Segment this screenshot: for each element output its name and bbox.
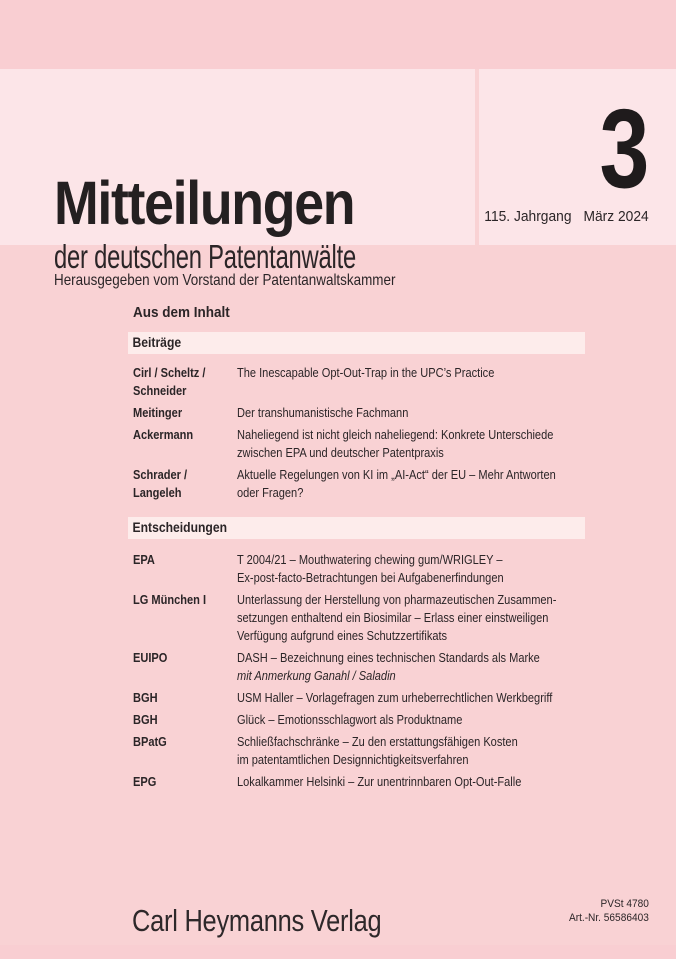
- title-line: oder Fragen?: [237, 485, 304, 500]
- publisher-line: Herausgegeben vom Vorstand der Patentanwaltskammer: [54, 272, 396, 289]
- publisher-name: Carl Heymanns Verlag: [132, 903, 382, 938]
- title-line: im patentamtlichen Designnichtigkeitsverfahren: [237, 752, 469, 767]
- entry-authors: [133, 364, 237, 400]
- entry-court: [133, 711, 237, 729]
- title-line: Aktuelle Regelungen von KI im „AI-Act“ der EU – Mehr Antworten: [237, 467, 556, 482]
- court-line: EPG: [133, 774, 157, 789]
- author-line: Cirl / Scheltz /: [133, 365, 206, 380]
- section-bar-entscheidungen: [128, 517, 585, 539]
- title-line: DASH – Bezeichnung eines technischen Standards als Marke: [237, 650, 540, 665]
- entry-title: [237, 733, 585, 769]
- title-line: Ex-post-facto-Betrachtungen bei Aufgabenerfindungen: [237, 570, 504, 585]
- court-line: LG München I: [133, 592, 207, 607]
- table-row: [133, 689, 585, 707]
- author-line: Schrader /: [133, 467, 188, 482]
- entry-title: [237, 689, 585, 707]
- court-line: BPatG: [133, 734, 167, 749]
- court-line: EUIPO: [133, 650, 168, 665]
- entry-title: [237, 426, 585, 462]
- author-line: Ackermann: [133, 427, 194, 442]
- title-line: Naheliegend ist nicht gleich naheliegend: Konkrete Unterschiede: [237, 427, 554, 442]
- title-line: Der transhumanistische Fachmann: [237, 405, 409, 420]
- issue-volume: 115. Jahrgang: [484, 208, 572, 225]
- title-line: Verfügung aufgrund eines Schutzzertifikats: [237, 628, 448, 643]
- title-line: USM Haller – Vorlagefragen zum urheberrechtlichen Werkbegriff: [237, 690, 553, 705]
- title-line: Unterlassung der Herstellung von pharmazeutischen Zusammen-: [237, 592, 557, 607]
- entry-title: [237, 551, 585, 587]
- court-line: BGH: [133, 712, 158, 727]
- table-row: [133, 591, 585, 645]
- entry-court: [133, 733, 237, 769]
- masthead-panel: [0, 69, 475, 289]
- top-color-band: [0, 0, 676, 69]
- author-line: Meitinger: [133, 405, 183, 420]
- entry-title: [237, 591, 585, 645]
- entry-title: [237, 404, 585, 422]
- title-line: zwischen EPA und deutscher Patentpraxis: [237, 445, 444, 460]
- issue-month: März 2024: [583, 208, 649, 225]
- table-row: [133, 649, 585, 685]
- entry-court: [133, 689, 237, 707]
- toc-section-beitraege: [133, 364, 585, 506]
- issue-number: 3: [599, 86, 649, 211]
- table-row: [133, 773, 585, 791]
- toc-section-entscheidungen: [133, 551, 585, 795]
- entry-title: [237, 364, 585, 400]
- entry-title: [237, 711, 585, 729]
- article-number: Art.-Nr. 56586403: [569, 912, 649, 924]
- table-row: [133, 364, 585, 400]
- table-row: [133, 466, 585, 502]
- entry-authors: [133, 466, 237, 502]
- court-line: BGH: [133, 690, 158, 705]
- section-title-beitraege: Beiträge: [132, 335, 182, 350]
- title-line: Schließfachschränke – Zu den erstattungsfähigen Kosten: [237, 734, 518, 749]
- entry-authors: [133, 426, 237, 462]
- entry-title: [237, 649, 585, 685]
- author-line: Schneider: [133, 383, 187, 398]
- entry-authors: [133, 404, 237, 422]
- postal-and-article-codes: [569, 897, 649, 925]
- author-line: Langeleh: [133, 485, 182, 500]
- annotation-line: mit Anmerkung Ganahl / Saladin: [237, 668, 396, 683]
- title-line: Lokalkammer Helsinki – Zur unentrinnbaren Opt-Out-Falle: [237, 774, 522, 789]
- issue-panel: [479, 69, 676, 245]
- table-row: [133, 404, 585, 422]
- journal-title: Mitteilungen: [54, 169, 355, 237]
- entry-court: [133, 591, 237, 645]
- table-row: [133, 711, 585, 729]
- pvst-code: PVSt 4780: [600, 898, 649, 910]
- bottom-color-band: [0, 945, 676, 959]
- title-line: Glück – Emotionsschlagwort als Produktname: [237, 712, 463, 727]
- title-line: T 2004/21 – Mouthwatering chewing gum/WRIGLEY –: [237, 552, 503, 567]
- section-bar-beitraege: [128, 332, 585, 354]
- court-line: EPA: [133, 552, 155, 567]
- table-row: [133, 733, 585, 769]
- title-line: The Inescapable Opt-Out-Trap in the UPC’s Practice: [237, 365, 495, 380]
- entry-court: [133, 551, 237, 587]
- section-title-entscheidungen: Entscheidungen: [132, 520, 228, 535]
- entry-court: [133, 649, 237, 685]
- table-row: [133, 426, 585, 462]
- table-row: [133, 551, 585, 587]
- entry-title: [237, 466, 585, 502]
- entry-title: [237, 773, 585, 791]
- journal-subtitle: der deutschen Patentanwälte: [54, 238, 356, 275]
- toc-heading: Aus dem Inhalt: [133, 304, 230, 321]
- entry-court: [133, 773, 237, 791]
- issue-meta: [485, 209, 649, 224]
- title-line: setzungen enthaltend ein Biosimilar – Erlass einer einstweiligen: [237, 610, 549, 625]
